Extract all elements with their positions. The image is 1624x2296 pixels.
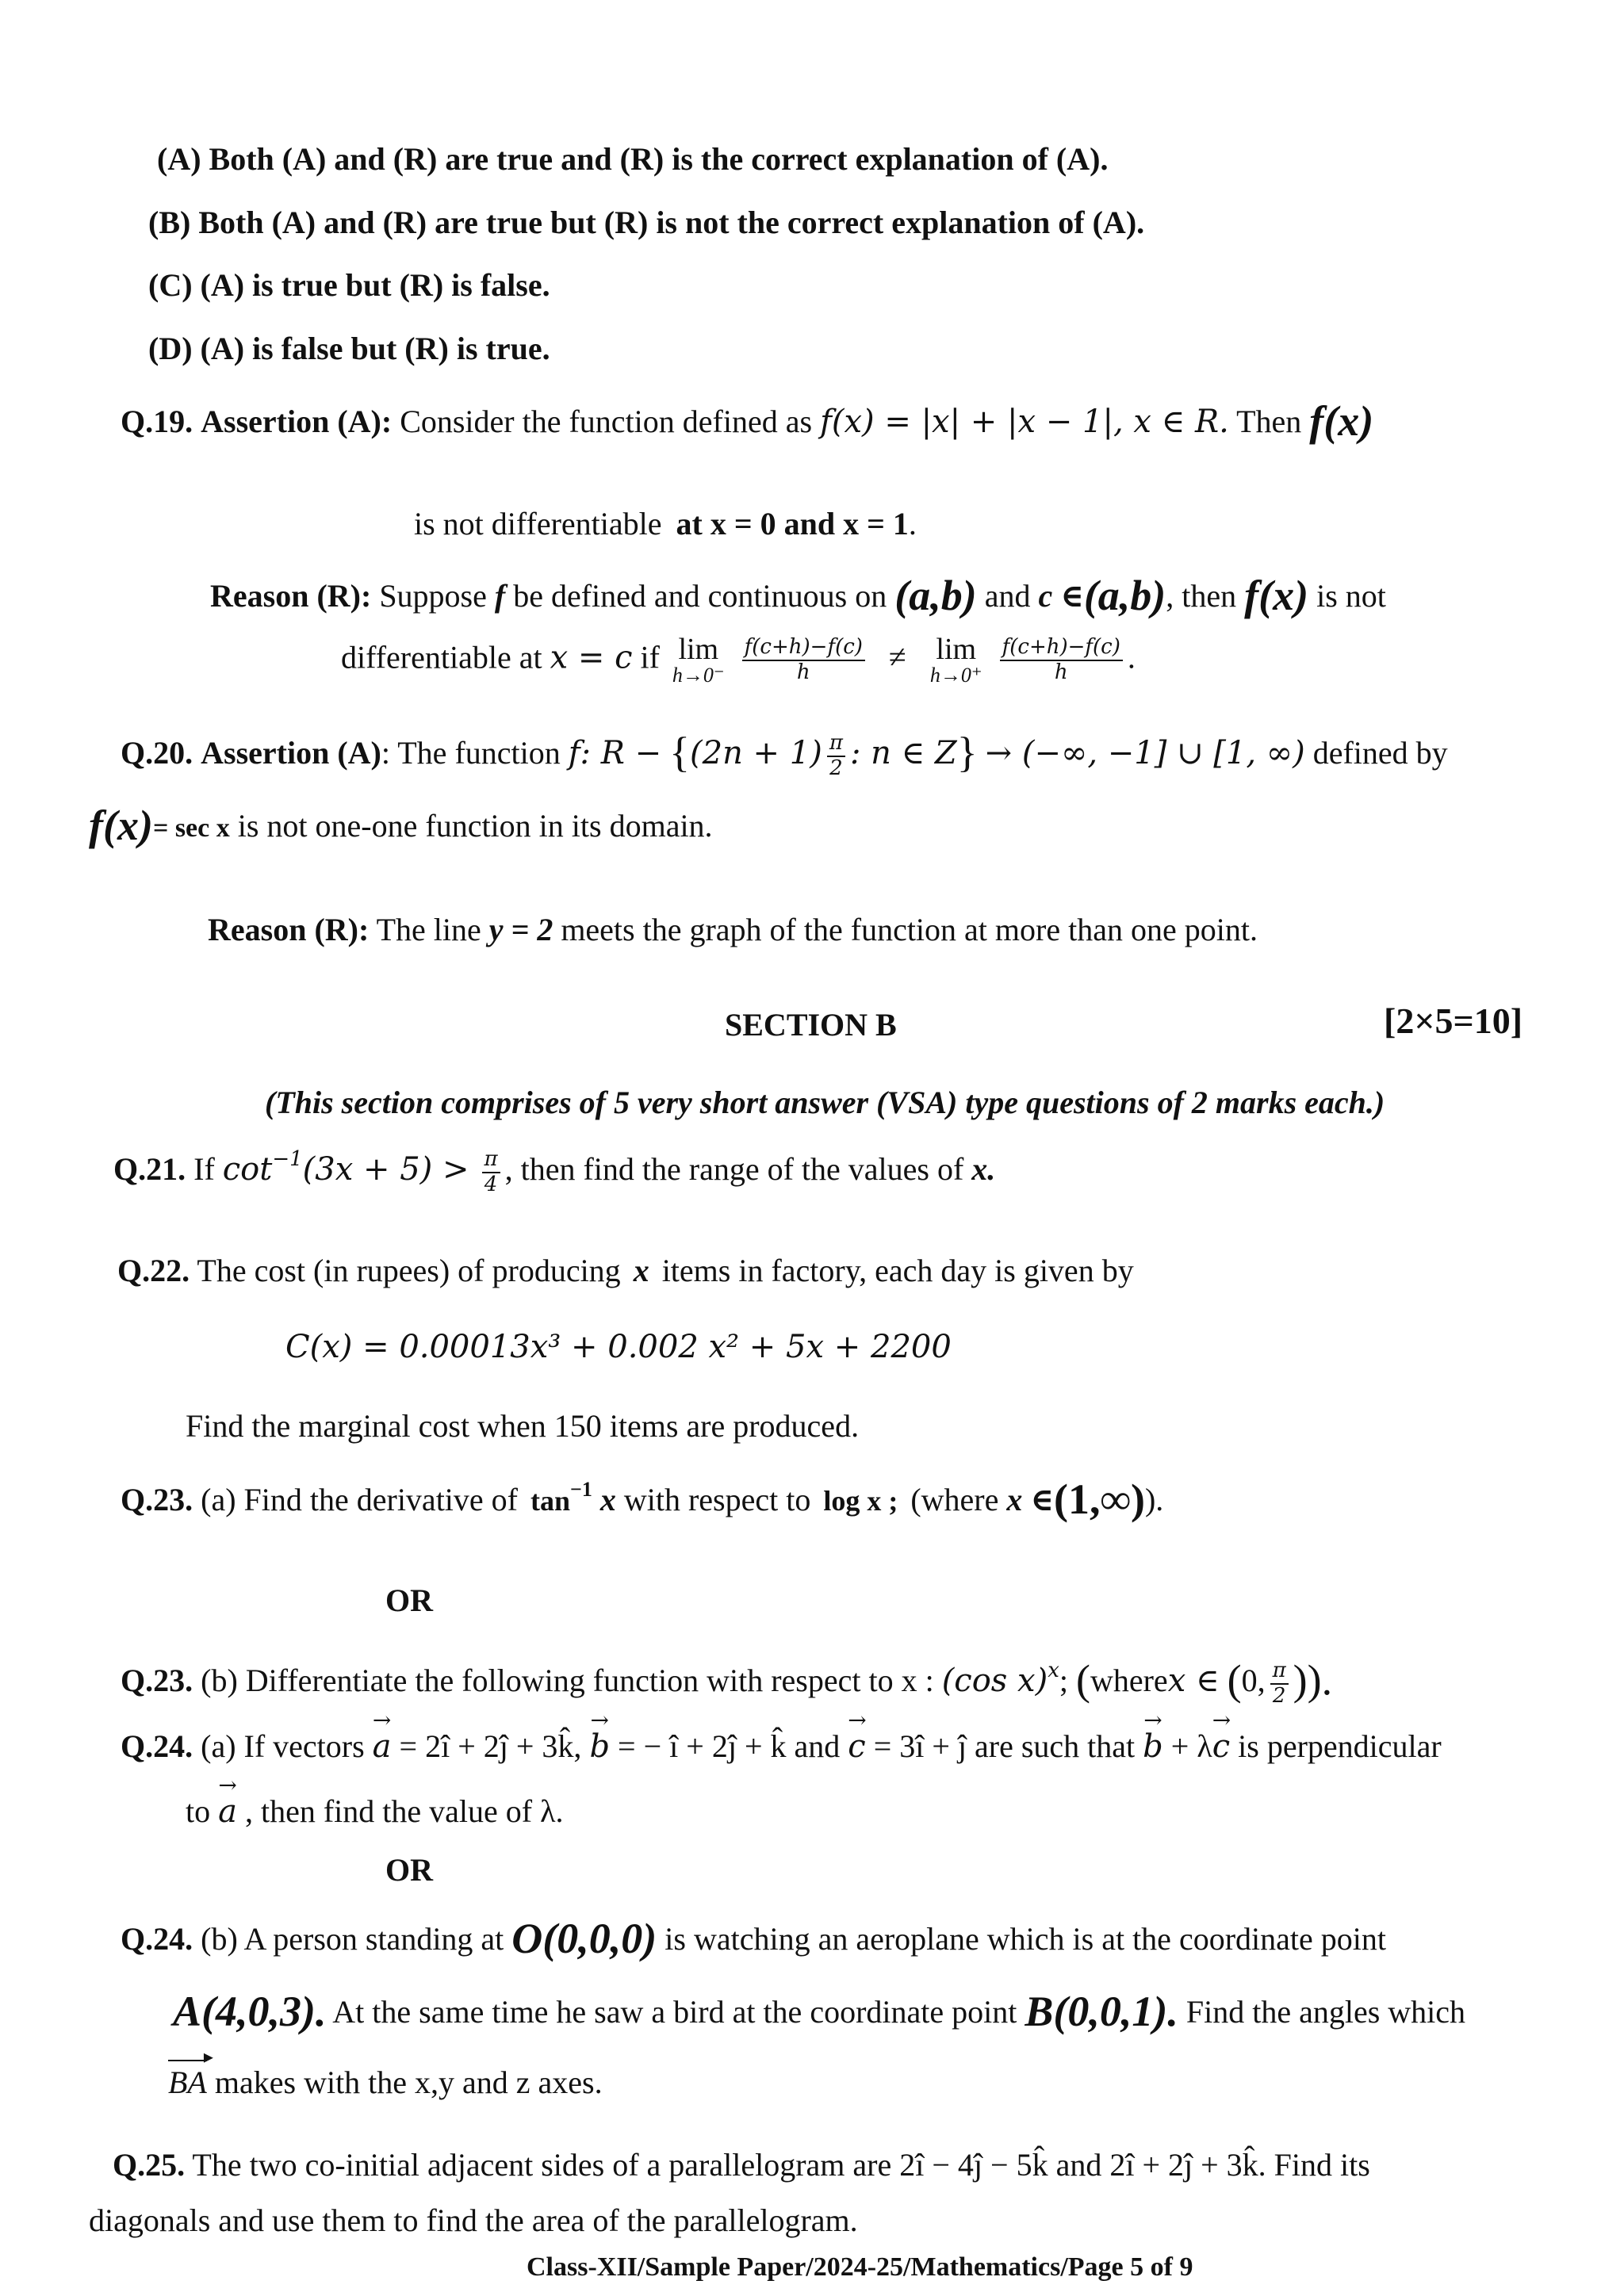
q23b-iclose: ): [1293, 1656, 1308, 1704]
q20-line2-text: is not one-one function in its domain.: [237, 808, 713, 844]
q19-limit-left: [672, 634, 725, 687]
q23b-semi: ;: [1059, 1663, 1068, 1698]
q20-reason-1: The line: [376, 912, 481, 947]
q23a-text-1: (a) Find the derivative of: [201, 1482, 518, 1517]
q24a-number: Q.24.: [121, 1728, 193, 1764]
q19-reason-3: , then: [1166, 578, 1237, 614]
q19-x-eq-c: x = c: [550, 639, 633, 676]
option-a: (A) Both (A) and (R) are true and (R) is the correct explanation of (A).: [157, 141, 1109, 177]
q19-assertion-line2: [414, 506, 917, 542]
q19-f: f: [494, 578, 506, 614]
q19-frac-num: f(c+h)−f(c): [742, 636, 865, 661]
q20-pi: π: [827, 732, 845, 757]
q19-neq: ≠: [888, 639, 906, 675]
q19-fx-expr: f(x) = |x| + |x − 1|, x ∈ R.: [820, 404, 1229, 440]
q23b-sup: x: [1048, 1659, 1059, 1682]
q23a-text-2: with respect to: [623, 1482, 811, 1517]
q19-frac-den-2: h: [1054, 660, 1068, 685]
q19-diff-text: differentiable at: [341, 639, 542, 675]
q19-reason-2: be defined and continuous on: [513, 578, 887, 614]
q20-set-a: (2n + 1): [690, 735, 822, 771]
q19-line2-text: is not differentiable: [414, 506, 662, 541]
q19-assertion: [121, 396, 1373, 446]
q19-and: and: [984, 578, 1031, 614]
q23b-zero: 0,: [1241, 1663, 1266, 1698]
section-title: SECTION B: [725, 1007, 897, 1043]
q19-reason-label: Reason (R):: [210, 578, 372, 614]
q19-then: Then: [1236, 404, 1302, 439]
q23b-text: (b) Differentiate the following function with respect to x :: [201, 1663, 934, 1698]
q23a: [121, 1475, 1163, 1524]
q24b-text-5: makes with the x,y and z axes.: [214, 2064, 603, 2100]
q24a-text-2: are such that: [975, 1728, 1136, 1764]
q23b-pi-over-2: [1270, 1659, 1289, 1709]
q21-arg: (3x + 5) >: [302, 1151, 469, 1188]
q23b-open: (: [1075, 1656, 1090, 1704]
q23a-where: (where: [910, 1482, 999, 1517]
q19-lim-word: lim: [678, 633, 719, 666]
q24b-origin: O(0,0,0): [511, 1915, 657, 1962]
q24b-text-3: At the same time he saw a bird at the coordinate point: [332, 1994, 1017, 2030]
q24a-vec-a2: → a: [218, 1793, 237, 1830]
q20-pi-over-2: [827, 732, 845, 781]
q19-reason-line2: [341, 634, 1136, 687]
q20-defined-by: defined by: [1312, 735, 1448, 771]
section-marks: [2×5=10]: [1384, 1001, 1523, 1041]
q19-assertion-label: Assertion (A):: [201, 404, 393, 439]
section-subtitle: (This section comprises of 5 very short answer (VSA) type questions of 2 marks each.): [265, 1085, 1385, 1120]
q23a-tan: tan: [530, 1485, 571, 1517]
q20-reason-label: Reason (R):: [208, 912, 370, 947]
option-d: (D) (A) is false but (R) is true.: [148, 331, 550, 366]
q24a-vec-b2: → b: [1143, 1728, 1163, 1765]
q24a-line2: [186, 1793, 564, 1830]
q20-set-b: : n ∈ Z: [849, 735, 957, 771]
q19-fraction-left: [742, 636, 865, 685]
q19-reason-1: Suppose: [379, 578, 487, 614]
q24b-point-a: A(4,0,3).: [173, 1988, 327, 2035]
q22-find: Find the marginal cost when 150 items are produced.: [186, 1408, 860, 1444]
q23a-x-in: x ∈: [1006, 1482, 1054, 1517]
q19-frac-den: h: [796, 660, 810, 685]
q24a-text-4: , then find the value of λ.: [244, 1793, 564, 1829]
q19-reason: [210, 571, 1386, 620]
q19-lim-sub-minus: h→0⁻: [672, 664, 725, 687]
q24a-to: to: [186, 1793, 211, 1829]
q19-assertion-text: Consider the function defined as: [400, 404, 813, 439]
q20-two: 2: [829, 756, 843, 780]
q20-assertion-text: : The function: [381, 735, 561, 771]
q19-number: Q.19.: [121, 404, 193, 439]
q20-fx: f(x): [89, 802, 153, 849]
q21-text: , then find the range of the values of: [504, 1151, 964, 1188]
q19-limit-right: [930, 634, 982, 687]
q24a-vec-c: → c: [848, 1728, 865, 1765]
q22-x: x: [633, 1253, 649, 1288]
q23a-interval: (1,∞): [1054, 1475, 1145, 1523]
q19-period: .: [1127, 639, 1136, 675]
q23b-close: ).: [1307, 1656, 1333, 1704]
q19-dot: .: [908, 506, 917, 541]
q19-line2-bold: at x = 0 and x = 1: [676, 506, 909, 541]
q21-x: x.: [971, 1151, 996, 1188]
or-separator-1: OR: [385, 1582, 433, 1618]
q24a-text-3: is perpendicular: [1238, 1728, 1442, 1764]
q25: [113, 2147, 1370, 2183]
q24b-text-4: Find the angles which: [1185, 1994, 1466, 2030]
q20-brace-close: }: [956, 729, 978, 776]
q19-is-not: is not: [1316, 578, 1386, 614]
q24b-point-b: B(0,0,1).: [1025, 1988, 1178, 2035]
option-c: (C) (A) is true but (R) is false.: [148, 267, 550, 303]
q19-ab2: (a,b): [1083, 572, 1166, 619]
q21-cot: cot: [222, 1151, 273, 1188]
q25-text-1: The two co-initial adjacent sides of a parallelogram are 2î − 4ĵ − 5k̂ and 2î + 2ĵ + 3k̂. Find its: [192, 2147, 1370, 2183]
option-b: (B) Both (A) and (R) are true but (R) is not the correct explanation of (A).: [148, 205, 1145, 240]
q20-line2: [89, 801, 713, 850]
q19-fx2: f(x): [1244, 572, 1309, 619]
q22-cost-function: C(x) = 0.00013x³ + 0.002 x² + 5x + 2200: [285, 1329, 952, 1365]
q19-c-in: c ∈: [1038, 578, 1084, 614]
q25-line2: diagonals and use them to find the area of the parallelogram.: [89, 2202, 858, 2238]
q23b-number: Q.23.: [121, 1663, 193, 1698]
q23a-logx: log x ;: [823, 1485, 898, 1517]
q20-y2: y = 2: [488, 912, 553, 947]
q23a-tan-sup: −1: [570, 1478, 592, 1501]
q20-assertion: [121, 728, 1448, 781]
q23a-number: Q.23.: [121, 1482, 193, 1517]
q24b: [121, 1914, 1386, 1963]
q21-sup: −1: [272, 1147, 303, 1172]
or-separator-2: OR: [385, 1852, 433, 1888]
q24a-plus-lambda: + λ: [1170, 1728, 1212, 1764]
q19-if: if: [640, 639, 660, 675]
q22-text-1: The cost (in rupees) of producing: [197, 1253, 621, 1288]
q24b-vec-ba: BA ▸: [168, 2064, 207, 2101]
q20-assertion-label: Assertion (A): [201, 735, 381, 771]
q23a-x: x: [599, 1482, 616, 1517]
q21-pi-over-4: [482, 1148, 500, 1197]
q24b-line2: [173, 1987, 1465, 2036]
q19-ab: (a,b): [894, 572, 977, 619]
q19-fx: f(x): [1309, 397, 1374, 445]
q25-number: Q.25.: [113, 2147, 186, 2183]
q21: [113, 1148, 995, 1197]
q19-fraction-right: [1000, 636, 1123, 685]
q23b: [121, 1655, 1332, 1709]
q22-number: Q.22.: [117, 1253, 190, 1288]
q19-lim-word-2: lim: [936, 633, 977, 666]
q23b-where: where: [1090, 1663, 1168, 1698]
q22-text-2: items in factory, each day is given by: [661, 1253, 1134, 1288]
q23a-close: ).: [1144, 1482, 1164, 1517]
q24a-text-1: (a) If vectors: [201, 1728, 365, 1764]
q23b-iopen: (: [1227, 1656, 1242, 1704]
q24b-line3: [168, 2064, 603, 2101]
q20-func-lhs: f: R −: [568, 735, 662, 771]
q20-range: → (−∞, −1] ∪ [1, ∞): [985, 735, 1305, 771]
q24b-text-2: is watching an aeroplane which is at the coordinate point: [665, 1921, 1386, 1957]
q23b-pi: π: [1270, 1659, 1289, 1685]
q24b-text-1: (b) A person standing at: [201, 1921, 504, 1957]
q21-four: 4: [484, 1172, 498, 1196]
q21-if: If: [193, 1151, 215, 1188]
q24a: [121, 1728, 1442, 1765]
page-footer: Class-XII/Sample Paper/2024-25/Mathematics/Page 5 of 9: [527, 2252, 1193, 2282]
q24a-b-expr: = − î + 2ĵ + k̂: [618, 1728, 787, 1764]
q23b-expr: (cos x): [941, 1663, 1048, 1699]
q24a-vec-c2: → c: [1212, 1728, 1230, 1765]
q24a-a-expr: = 2î + 2ĵ + 3k̂,: [399, 1728, 582, 1764]
q20-brace-open: {: [669, 729, 691, 776]
q20-sec: = sec x: [152, 813, 230, 843]
q20-reason-2: meets the graph of the function at more than one point.: [561, 912, 1258, 947]
q24b-number: Q.24.: [121, 1921, 193, 1957]
q24a-and: and: [794, 1728, 841, 1764]
q20-number: Q.20.: [121, 735, 193, 771]
q24a-c-expr: = 3î + ĵ: [873, 1728, 967, 1764]
q22: [117, 1253, 1134, 1289]
q21-number: Q.21.: [113, 1151, 186, 1188]
q21-pi: π: [482, 1148, 500, 1173]
q19-frac-num-2: f(c+h)−f(c): [1000, 636, 1123, 661]
q20-reason: [208, 912, 1258, 948]
q19-lim-sub-plus: h→0⁺: [929, 664, 982, 687]
q23b-x-in: x ∈: [1167, 1663, 1220, 1699]
q23b-two: 2: [1272, 1683, 1286, 1708]
q24a-vec-b: → b: [589, 1728, 610, 1765]
q24a-vec-a: → a: [373, 1728, 392, 1765]
